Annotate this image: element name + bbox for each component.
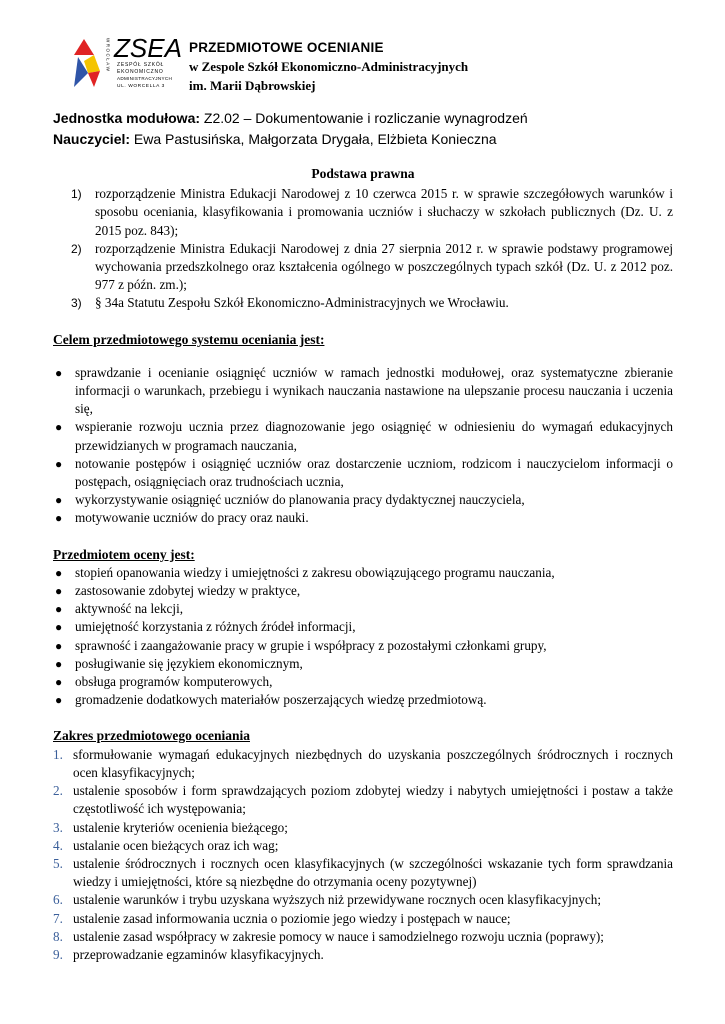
- list-item: [53, 837, 673, 855]
- document-title: PRZEDMIOTOWE OCENIANIE: [189, 40, 384, 55]
- teachers-row: [53, 131, 497, 147]
- item-text: notowanie postępów i osiągnięć uczniów oraz dostarczenie uczniom, rodzicom i nauczycielom informacji o postępach, osiągnięciach oraz trudnościach ucznia,: [75, 455, 673, 490]
- subject-heading: Przedmiotem oceny jest:: [53, 546, 195, 562]
- item-text: ustalenie śródrocznych i rocznych ocen klasyfikacyjnych (w szczególności wskazanie tych form sprawdzania wiedzy i umiejętności, które są niezbędne do otrzymania oceny pozytywnej): [73, 855, 673, 890]
- item-text: ustalenie zasad informowania ucznia o poziomie jego wiedzy i postępach w nauce;: [73, 910, 511, 926]
- school-patron: im. Marii Dąbrowskiej: [189, 78, 316, 93]
- list-item: [53, 491, 673, 509]
- list-item: [53, 691, 673, 709]
- list-item: [53, 564, 673, 582]
- goals-heading: Celem przedmiotowego systemu oceniania jest:: [53, 331, 325, 347]
- svg-text:EKONOMICZNO: EKONOMICZNO: [117, 69, 164, 75]
- list-item: [53, 455, 673, 491]
- item-text: rozporządzenie Ministra Edukacji Narodowej z dnia 27 sierpnia 2012 r. w sprawie podstawy programowej wychowania przedszkolnego oraz kształcenia ogólnego w poszczególnych typach szkół (Dz. U. z 2012 poz. 977 z późn. zm.);: [95, 240, 673, 293]
- bullet-icon: ●: [55, 511, 63, 526]
- item-number: 4.: [53, 837, 63, 853]
- list-item: [53, 855, 673, 891]
- item-text: ustalenie zasad współpracy w zakresie pomocy w nauce i samodzielnego rozwoju ucznia (poprawy);: [73, 928, 604, 944]
- list-item: [53, 185, 673, 240]
- list-item: [53, 240, 673, 295]
- scope-heading: Zakres przedmiotowego oceniania: [53, 728, 250, 744]
- school-name: w Zespole Szkół Ekonomiczno-Administracyjnych: [189, 59, 469, 74]
- list-item: [53, 364, 673, 419]
- item-text: rozporządzenie Ministra Edukacji Narodowej z 10 czerwca 2015 r. w sprawie szczegółowych warunków i sposobu oceniania, klasyfikowania i promowania uczniów i słuchaczy w szkołach publicznych (Dz. U. z 2015 poz. 843);: [95, 186, 673, 238]
- legal-basis-heading: Podstawa prawna: [311, 166, 415, 181]
- item-text: zastosowanie zdobytej wiedzy w praktyce,: [75, 583, 301, 599]
- item-text: gromadzenie dodatkowych materiałów poszerzających wiedzę przedmiotową.: [75, 692, 487, 708]
- list-item: [53, 673, 673, 691]
- item-number: 3.: [53, 819, 63, 835]
- item-text: posługiwanie się językiem ekonomicznym,: [75, 655, 303, 671]
- bullet-icon: ●: [55, 565, 63, 580]
- list-item: [53, 655, 673, 673]
- list-item: [53, 509, 673, 527]
- list-item: [53, 782, 673, 818]
- item-text: ustalenie warunków i trybu uzyskana wyższych niż przewidywane rocznych ocen klasyfikacyjnych;: [73, 892, 602, 908]
- item-text: ustalanie ocen bieżących oraz ich wag;: [73, 837, 279, 853]
- item-number: 2): [71, 241, 82, 256]
- bullet-icon: ●: [55, 638, 63, 653]
- list-item: [53, 637, 673, 655]
- goals-list: [53, 364, 673, 528]
- bullet-icon: ●: [55, 620, 63, 635]
- list-item: [53, 618, 673, 636]
- item-text: aktywność na lekcji,: [75, 601, 184, 617]
- item-text: stopień opanowania wiedzy i umiejętności z zakresu obowiązującego programu nauczania,: [75, 564, 555, 580]
- list-item: [53, 600, 673, 618]
- bullet-icon: ●: [55, 493, 63, 508]
- list-item: [53, 946, 673, 964]
- bullet-icon: ●: [55, 675, 63, 690]
- svg-text:ZESPÓŁ SZKÓŁ: ZESPÓŁ SZKÓŁ: [117, 62, 165, 68]
- bullet-icon: ●: [55, 584, 63, 599]
- subject-list: [53, 564, 673, 710]
- school-logo: [74, 29, 186, 93]
- logo-wordmark: ZSEA: [114, 33, 182, 63]
- module-row: [53, 110, 528, 126]
- item-text: § 34a Statutu Zespołu Szkół Ekonomiczno-Administracyjnych we Wrocławiu.: [95, 295, 509, 311]
- item-text: sformułowanie wymagań edukacyjnych niezbędnych do uzyskania poszczególnych śródrocznych i rocznych ocen klasyfikacyjnych;: [73, 746, 673, 780]
- list-item: [53, 891, 673, 909]
- item-text: umiejętność korzystania z różnych źródeł informacji,: [75, 619, 356, 635]
- svg-text:ADMINISTRACYJNYCH: ADMINISTRACYJNYCH: [117, 76, 173, 81]
- module-value: Z2.02 – Dokumentowanie i rozliczanie wynagrodzeń: [200, 110, 528, 126]
- item-text: przeprowadzanie egzaminów klasyfikacyjnych.: [73, 946, 324, 962]
- list-item: [53, 746, 673, 782]
- list-item: [53, 294, 673, 312]
- svg-text:UL. WORCELLA 3: UL. WORCELLA 3: [117, 84, 165, 89]
- bullet-icon: ●: [55, 693, 63, 708]
- list-item: [53, 819, 673, 837]
- item-text: motywowanie uczniów do pracy oraz nauki.: [75, 510, 309, 526]
- item-text: sprawność i zaangażowanie pracy w grupie i współpracy z pozostałymi członkami grupy,: [75, 637, 547, 653]
- bullet-icon: ●: [55, 420, 63, 435]
- item-number: 3): [71, 296, 82, 311]
- item-number: 9.: [53, 946, 63, 962]
- teachers-label: Nauczyciel:: [53, 131, 131, 147]
- item-number: 8.: [53, 928, 63, 944]
- list-item: [53, 910, 673, 928]
- item-text: ustalenie kryteriów ocenienia bieżącego;: [73, 819, 288, 835]
- list-item: [53, 928, 673, 946]
- document-body: [53, 165, 673, 964]
- bullet-icon: ●: [55, 656, 63, 671]
- legal-basis-list: [53, 185, 673, 312]
- module-label: Jednostka modułowa:: [53, 110, 201, 126]
- item-number: 7.: [53, 910, 63, 926]
- list-item: [53, 582, 673, 600]
- scope-list: [53, 746, 673, 964]
- item-text: ustalenie sposobów i form sprawdzających poziom zdobytej wiedzy i nabytych umiejętności i postaw a także częstotliwość ich występowania;: [73, 783, 673, 817]
- list-item: [53, 418, 673, 454]
- bullet-icon: ●: [55, 365, 63, 380]
- item-number: 1): [71, 187, 82, 202]
- logo-side-text: WROCŁAW: [105, 38, 111, 73]
- item-text: sprawdzanie i ocenianie osiągnięć uczniów w ramach jednostki modułowej, oraz systematyczne zbieranie informacji o warunkach, przebiegu i wynikach nauczania nastawione na ulepszanie procesu nauczania i uczenia się,: [75, 364, 673, 417]
- bullet-icon: ●: [55, 602, 63, 617]
- item-text: obsługa programów komputerowych,: [75, 674, 273, 690]
- item-text: wykorzystywanie osiągnięć uczniów do planowania pracy dydaktycznej nauczyciela,: [75, 492, 525, 508]
- item-number: 2.: [53, 783, 63, 799]
- item-number: 5.: [53, 855, 63, 871]
- item-number: 1.: [53, 746, 63, 762]
- item-text: wspieranie rozwoju ucznia przez diagnozowanie jego osiągnięć w odniesieniu do wymagań edukacyjnych przewidzianych w programach nauczania,: [75, 419, 673, 453]
- teachers-value: Ewa Pastusińska, Małgorzata Drygała, Elżbieta Konieczna: [130, 131, 497, 147]
- item-number: 6.: [53, 892, 63, 908]
- bullet-icon: ●: [55, 456, 63, 471]
